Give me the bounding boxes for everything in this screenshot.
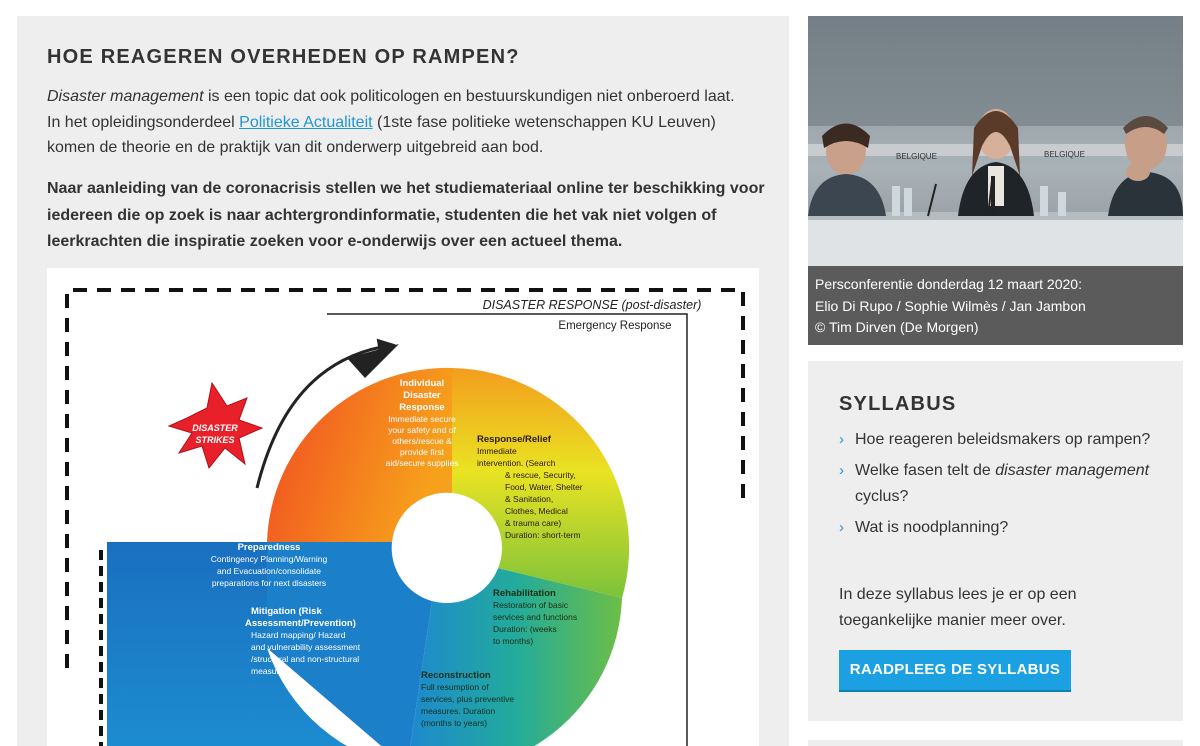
emergency-response-label: Emergency Response [558,320,672,332]
photo-image [808,16,1183,266]
syllabus-item-3-text: Wat is noodplanning? [855,518,1009,536]
individual-body-1: Immediate secure [388,414,456,424]
chevron-right-icon: › [839,462,844,479]
recon-body-2: services, plus preventive [421,694,515,704]
announcement-paragraph: Naar aanleiding van de coronacrisis stellen we het studiemateriaal online ter beschikking voor iedereen die op zoek is naar achtergrondinformatie, studenten die het vak niet volgen of leerkrachten die inspiratie zoeken voor e-onderwijs over een actueel thema. [47,180,765,250]
intro-italic-term: Disaster management [47,88,204,105]
relief-body-5: & Sanitation, [505,494,554,504]
recon-title: Reconstruction [421,670,491,681]
mitig-body-1: Hazard mapping/ Hazard [251,630,346,640]
individual-title-1: Individual [399,378,445,389]
relief-body-8: Duration: short-term [505,530,581,540]
recon-body-3: measures. Duration [421,706,496,716]
belgique-sign-1: BELGIQUE [896,152,937,161]
chevron-right-icon: › [839,431,844,448]
relief-body-6: Clothes, Medical [505,506,568,516]
politieke-actualiteit-link[interactable]: Politieke Actualiteit [239,113,373,131]
relief-body-4: Food, Water, Shelter [505,482,583,492]
individual-title-3: Response [399,402,445,413]
rehab-body-1: Restoration of basic [493,600,569,610]
next-panel-edge [808,740,1183,746]
prep-title: Preparedness [237,542,301,553]
disaster-cycle-diagram [47,268,759,746]
belgique-sign-2: BELGIQUE [1044,150,1085,159]
main-article [17,16,789,746]
intro-text-2: (1ste fase politieke wetenschappen KU Leuven) komen de theorie en de praktijk van dit onderwerp uitgebreid aan bod. [47,113,716,156]
syllabus-panel [808,361,1183,721]
mitig-title-2: Assessment/Prevention) [245,618,356,629]
individual-body-2: your safety and of [388,425,456,435]
prep-body-3: preparations for next disasters [211,578,327,588]
recon-body-4: (months to years) [421,718,488,728]
syllabus-item-2-text-before: Welke fasen telt de [855,462,996,479]
relief-body-7: & trauma care) [505,518,562,528]
relief-title: Response/Relief [477,434,551,445]
caption-line-1: Persconferentie donderdag 12 maart 2020: [815,276,1082,292]
individual-title-2: Disaster [403,390,441,401]
disaster-response-label: DISASTER RESPONSE (post-disaster) [482,298,702,312]
syllabus-description: In deze syllabus lees je er op een toegankelijke manier meer over. [839,586,1077,629]
individual-body-4: provide first [400,447,444,457]
chevron-right-icon: › [839,518,844,536]
relief-body-1: Immediate [477,446,517,456]
individual-body-5: aid/secure supplies [385,458,459,468]
caption-line-2: Elio Di Rupo / Sophie Wilmès / Jan Jambon [815,297,1086,314]
press-conference-photo [808,16,1183,345]
donut-center [392,493,502,603]
intro-text-1: is een topic dat ook politicologen en bestuurskundigen niet onberoerd laat. In het opleidingsonderdeel [47,88,735,131]
syllabus-item-2-text-after: cyclus? [855,487,909,505]
relief-body-2: intervention. (Search [477,458,556,468]
mitig-body-4: measures [251,666,289,676]
rehab-body-2: services and functions [493,612,578,622]
rehab-body-4: to months) [493,636,534,646]
caption-line-3: © Tim Dirven (De Morgen) [815,319,979,335]
intro-paragraph [47,84,747,161]
mitig-title-1: Mitigation (Risk [251,606,322,617]
individual-body-3: others/rescue & [392,436,452,446]
mitig-body-2: and vulnerability assessment [251,642,361,652]
open-syllabus-button[interactable]: RAADPLEEG DE SYLLABUS [839,650,1071,692]
rehab-title: Rehabilitation [493,588,556,599]
syllabus-item-1-text: Hoe reageren beleidsmakers op rampen? [855,431,1151,448]
rehab-body-3: Duration: (weeks [493,624,557,634]
strike-line1: DISASTER [192,423,238,433]
syllabus-item-1 [839,427,1169,453]
photo-caption [808,266,1183,345]
syllabus-title: SYLLABUS [839,393,957,415]
syllabus-item-3 [839,515,1169,541]
syllabus-list [839,427,1169,546]
prep-body-1: Contingency Planning/Warning [210,554,328,564]
page-title: HOE REAGEREN OVERHEDEN OP RAMPEN? [47,46,520,68]
prep-body-2: and Evacuation/consolidate [217,566,321,576]
relief-body-3: & rescue, Security, [505,470,576,480]
mitig-body-3: /structural and non-structural [251,654,360,664]
recon-body-1: Full resumption of [421,682,489,692]
syllabus-item-2 [839,458,1169,509]
syllabus-item-2-italic: disaster management [995,462,1150,479]
strike-line2: STRIKES [195,435,235,445]
